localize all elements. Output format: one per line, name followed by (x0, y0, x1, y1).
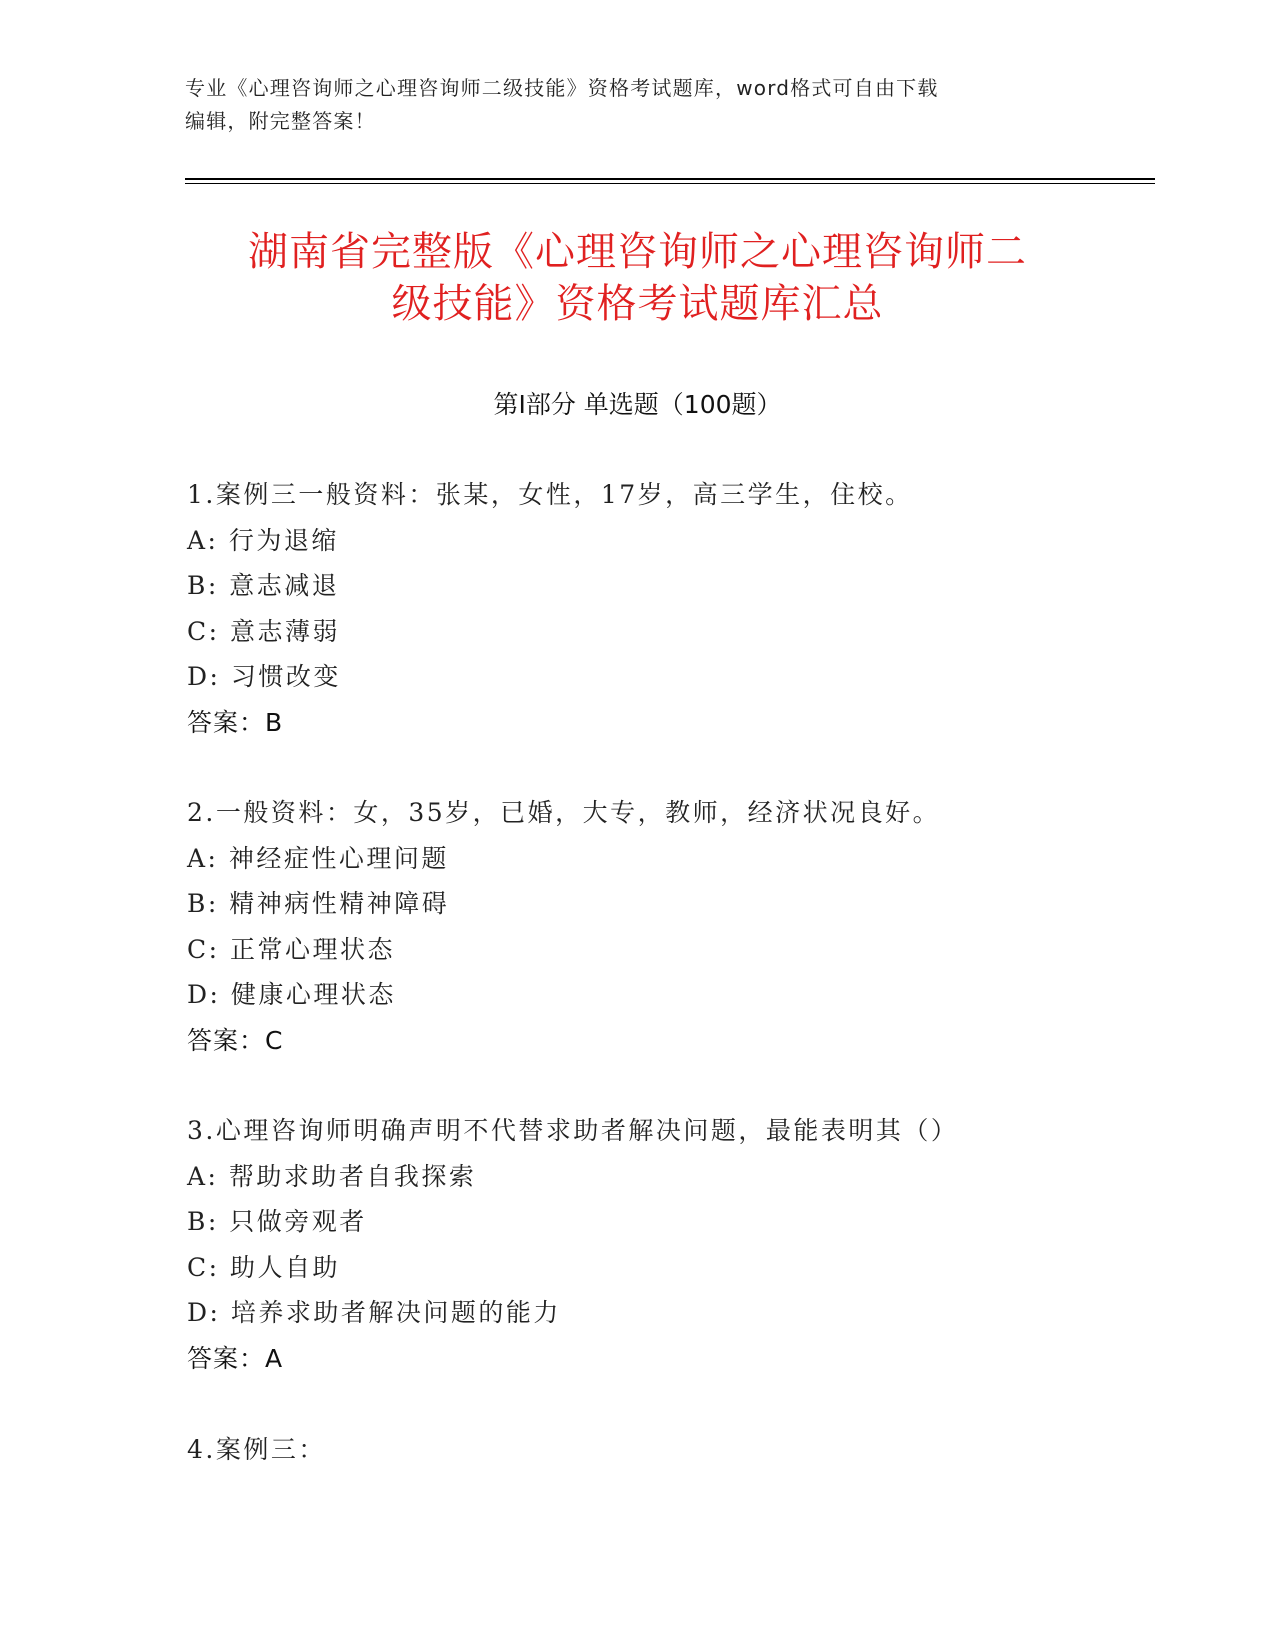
option-c: C: 意志薄弱 (187, 616, 340, 646)
question-block (187, 1427, 1117, 1473)
option-b: B: 意志减退 (187, 571, 340, 600)
answer-value: B (265, 707, 284, 737)
option-b: B: 只做旁观者 (187, 1207, 367, 1236)
answer-label: 答案： (187, 1025, 266, 1055)
header-divider-thin (185, 183, 1155, 184)
option-b: B: 精神病性精神障碍 (187, 889, 450, 918)
section-title: 第Ⅰ部分 单选题（100题） (493, 390, 782, 419)
answer-line (187, 1336, 1117, 1382)
option-a: A: 帮助求助者自我探索 (187, 1161, 477, 1191)
option-d: D: 健康心理状态 (187, 980, 396, 1009)
header-note-line-2: 编辑，附完整答案！ (185, 109, 376, 133)
answer-label: 答案： (187, 707, 266, 737)
answer-value: A (265, 1343, 284, 1373)
question-stem: 3.心理咨询师明确声明不代替求助者解决问题，最能表明其（） (187, 1116, 959, 1145)
question-block (187, 790, 1117, 1063)
document-title-line-1: 湖南省完整版《心理咨询师之心理咨询师二 (248, 229, 1027, 275)
document-title (180, 226, 1095, 330)
header-note (185, 72, 1085, 138)
document-title-line-2: 级技能》资格考试题库汇总 (391, 281, 884, 327)
answer-label: 答案： (187, 1343, 266, 1373)
option-a: A: 神经症性心理问题 (187, 843, 449, 873)
question-block (187, 1108, 1117, 1381)
answer-value: C (265, 1025, 284, 1055)
question-stem: 1.案例三一般资料：张某，女性，17岁，高三学生，住校。 (187, 480, 913, 509)
answer-line (187, 1018, 1117, 1064)
option-d: D: 培养求助者解决问题的能力 (187, 1298, 561, 1327)
header-note-line-1: 专业《心理咨询师之心理咨询师二级技能》资格考试题库，word格式可自由下载 (185, 76, 939, 100)
question-stem: 2.一般资料：女，35岁，已婚，大专，教师，经济状况良好。 (187, 798, 941, 827)
answer-line (187, 700, 1117, 746)
option-c: C: 正常心理状态 (187, 934, 395, 964)
question-block (187, 472, 1117, 745)
option-a: A: 行为退缩 (187, 525, 339, 555)
option-c: C: 助人自助 (187, 1252, 340, 1282)
header-divider-thick (185, 178, 1155, 180)
question-stem: 4.案例三： (187, 1435, 326, 1464)
option-d: D: 习惯改变 (187, 662, 341, 691)
